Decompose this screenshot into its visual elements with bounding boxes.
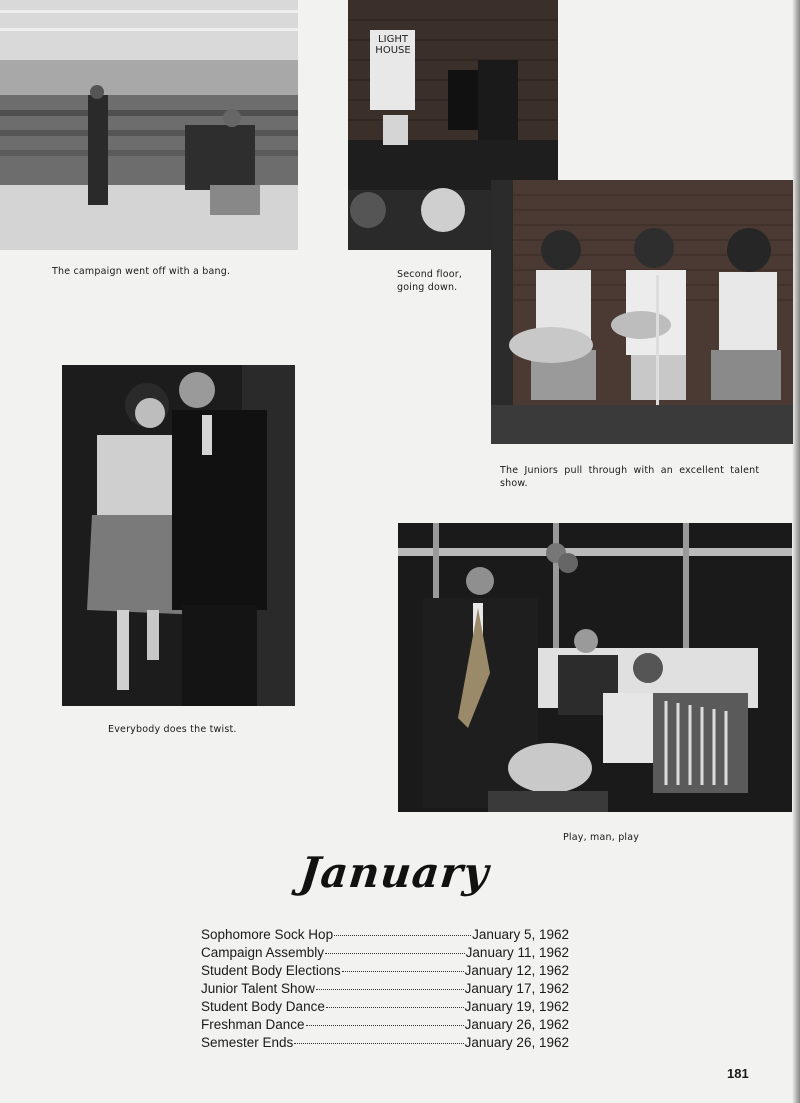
caption-band: Play, man, play (563, 832, 640, 843)
photo-band (398, 523, 792, 812)
caption-talent-line1: The Juniors pull through with an excellent talent (500, 465, 760, 476)
photo-campaign-assembly (0, 0, 298, 250)
event-leader-dots (294, 1043, 463, 1044)
caption-lighthouse-line2: going down. (397, 282, 458, 293)
event-date: January 17, 1962 (464, 981, 569, 996)
event-row (201, 926, 569, 944)
event-leader-dots (325, 953, 465, 954)
event-row (201, 1034, 569, 1052)
caption-twist: Everybody does the twist. (108, 724, 237, 735)
event-leader-dots (342, 971, 464, 972)
event-name: Student Body Dance (201, 999, 325, 1014)
event-date: January 26, 1962 (464, 1017, 569, 1032)
events-list (201, 926, 569, 1052)
lighthouse-sign-text: LIGHT HOUSE (375, 34, 411, 56)
photo-junior-talent-show (491, 180, 793, 444)
event-date: January 5, 1962 (472, 927, 569, 942)
event-date: January 26, 1962 (464, 1035, 569, 1050)
event-leader-dots (316, 989, 464, 990)
event-row (201, 998, 569, 1016)
event-row (201, 944, 569, 962)
event-row (201, 980, 569, 998)
photo-twist-dance (62, 365, 295, 706)
event-leader-dots (326, 1007, 464, 1008)
event-leader-dots (306, 1025, 464, 1026)
event-row (201, 962, 569, 980)
event-name: Campaign Assembly (201, 945, 325, 960)
event-name: Student Body Elections (201, 963, 341, 978)
caption-talent-show (500, 464, 759, 490)
month-title: January (297, 848, 492, 897)
page-number: 181 (727, 1066, 749, 1081)
caption-campaign: The campaign went off with a bang. (52, 266, 231, 277)
event-name: Semester Ends (201, 1035, 294, 1050)
caption-talent-line2: show. (500, 478, 528, 489)
event-row (201, 1016, 569, 1034)
event-date: January 11, 1962 (465, 945, 569, 960)
page-edge-shadow (792, 0, 800, 1103)
event-date: January 12, 1962 (464, 963, 569, 978)
event-date: January 19, 1962 (464, 999, 569, 1014)
event-name: Sophomore Sock Hop (201, 927, 334, 942)
event-name: Junior Talent Show (201, 981, 315, 996)
caption-lighthouse (397, 268, 462, 294)
caption-lighthouse-line1: Second floor, (397, 269, 463, 280)
event-leader-dots (334, 935, 471, 936)
event-name: Freshman Dance (201, 1017, 305, 1032)
